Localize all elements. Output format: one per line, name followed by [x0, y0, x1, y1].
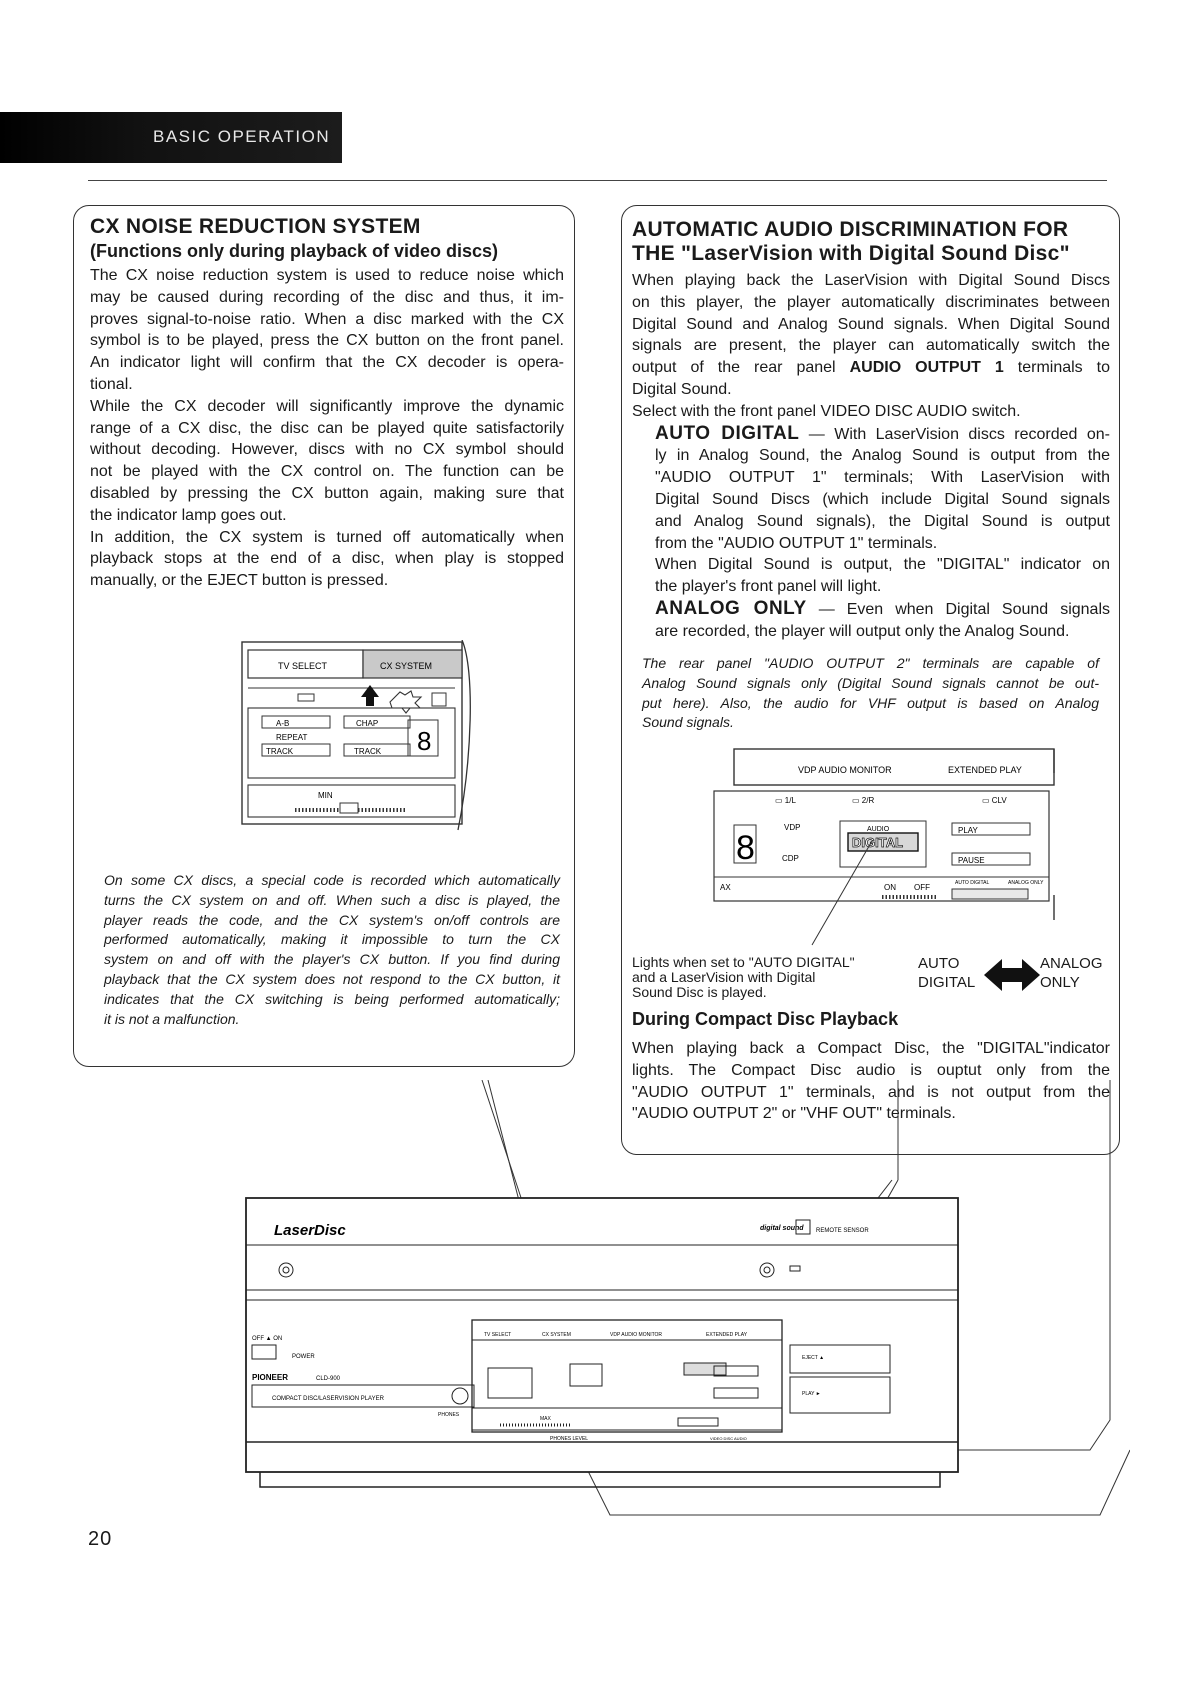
select-line: Select with the front panel VIDEO DISC AUDIO switch.	[632, 402, 1021, 420]
svg-text:8: 8	[736, 829, 755, 867]
digital-caption: Lights when set to "AUTO DIGITAL" and a LaserVision with Digital Sound Disc is played.	[632, 954, 855, 1000]
text-line: tional.	[90, 375, 133, 393]
text-line: ly in Analog Sound, the Analog Sound is output from the	[655, 447, 1110, 465]
text-line: playback stops at the end of a disc, when play is stopped	[90, 550, 564, 568]
digital-indicator: DIGITAL	[852, 835, 904, 850]
svg-text:EXTENDED PLAY: EXTENDED PLAY	[948, 765, 1022, 775]
text-line: may be caused during recording of the disc and thus, it im-	[90, 288, 564, 306]
text-line: When playing back a Compact Disc, the "DIGITAL"indicator	[632, 1040, 1110, 1057]
text-line: it is not a malfunction.	[104, 1010, 240, 1027]
text-line: the player's front panel will light.	[655, 578, 882, 596]
svg-text:TRACK: TRACK	[354, 747, 382, 756]
section-header	[0, 112, 342, 163]
burst-icon	[390, 691, 421, 713]
text-line: While the CX decoder will significantly improve the dynamic	[90, 397, 564, 415]
svg-text:OFF ▲ ON: OFF ▲ ON	[252, 1336, 283, 1342]
text-line: In addition, the CX system is turned off automatically when	[90, 528, 564, 546]
svg-text:COMPACT DISC/LASERVISION PLAYE: COMPACT DISC/LASERVISION PLAYER	[272, 1396, 384, 1402]
svg-text:REPEAT: REPEAT	[276, 733, 308, 742]
text-line: and Analog Sound signals), the Digital Sound is output	[655, 512, 1110, 530]
text-line: Sound signals.	[642, 714, 734, 731]
laserdisc-logo: LaserDisc	[274, 1222, 346, 1239]
svg-text:TRACK: TRACK	[266, 747, 294, 756]
svg-text:VDP: VDP	[784, 823, 801, 832]
audio-description: When playing back the LaserVision with Digital Sound Discs on this player, the player automatically discriminates between Digital Sound and Analog Sound signals. When Digital Sound signals are present, the player can automatically switch the output of the rear panel AUDIO OUTPUT 1 terminals to Digital Sound. Select with the front panel VIDEO DISC AUDIO switch. AUTO DIGITAL — With LaserVision discs recorded on- ly in Analog Sound, the Analog Sound is output from the "AUDIO OUTPUT 1" terminals; With LaserVision with Digital Sound Discs (which include Digital Sound signals and Analog Sound signals), the Digital Sound is output from the "AUDIO OUTPUT 1" terminals. When Digital Sound is output, the "DIGITAL" indicator on the player's front panel will light. ANALOG ONLY — Even when Digital Sound signals are recorded, the player will output only the Analog Sound.	[632, 270, 1110, 643]
svg-text:AX: AX	[720, 883, 731, 892]
section-header-label: BASIC OPERATION	[153, 127, 331, 146]
text-line: manually, or the EJECT button is pressed.	[90, 572, 389, 590]
text-line: put here). Also, the audio for VHF output is based on Analog	[642, 694, 1099, 711]
svg-text:PHONES: PHONES	[438, 1412, 460, 1418]
text-line: performed automatically, making it impossible to turn the CX	[104, 931, 560, 948]
pioneer-logo: PIONEER	[252, 1373, 289, 1382]
text-line: without decoding. However, discs with no CX symbol should	[90, 441, 564, 459]
svg-text:CX SYSTEM: CX SYSTEM	[542, 1332, 571, 1338]
text-line: not be played with the CX control on. The function can be	[90, 463, 564, 481]
svg-text:MAX: MAX	[540, 1416, 551, 1422]
svg-text:POWER: POWER	[292, 1354, 315, 1360]
audio-panel-diagram	[712, 745, 1062, 950]
text-line: On some CX discs, a special code is recorded which automatically	[104, 872, 560, 888]
analog-only-term: ANALOG ONLY	[655, 597, 807, 619]
audio-title-line2: THE "LaserVision with Digital Sound Disc"	[632, 242, 1070, 265]
svg-text:8: 8	[417, 726, 432, 756]
svg-text:▭ 1/L: ▭ 1/L	[775, 796, 796, 805]
cx-note	[104, 871, 560, 1029]
text-line: "AUDIO OUTPUT 1" terminals; With LaserVision with	[655, 469, 1110, 487]
svg-text:PAUSE: PAUSE	[958, 856, 985, 865]
auto-digital-section: AUTO DIGITAL — With LaserVision discs recorded on- ly in Analog Sound, the Analog Sound is output from the "AUDIO OUTPUT 1" terminals; With LaserVision with Digital Sound Discs (which include Digital Sound signals and Analog Sound signals), the Digital Sound is output from the "AUDIO OUTPUT 1" terminals. When Digital Sound is output, the "DIGITAL" indicator on the player's front panel will light. ANALOG ONLY — Even when Digital Sound signals are recorded, the player will output only the Analog Sound.	[655, 422, 1111, 640]
svg-text:AUTO DIGITAL: AUTO DIGITAL	[955, 880, 990, 886]
text-line: The rear panel "AUDIO OUTPUT 2" terminals are capable of	[642, 655, 1099, 671]
auto-digital-term: AUTO DIGITAL	[655, 422, 800, 444]
diagram-cx-system: CX SYSTEM	[380, 661, 433, 671]
cx-panel-diagram	[240, 640, 480, 835]
svg-text:VDP AUDIO MONITOR: VDP AUDIO MONITOR	[798, 765, 892, 775]
cx-subtitle: (Functions only during playback of video discs)	[90, 241, 499, 261]
cx-title: CX NOISE REDUCTION SYSTEM	[90, 215, 421, 238]
svg-text:PLAY: PLAY	[958, 826, 978, 835]
text-line: Analog Sound signals only (Digital Sound signals cannot be out-	[642, 674, 1099, 691]
svg-text:PHONES LEVEL: PHONES LEVEL	[550, 1436, 589, 1442]
text-line: "AUDIO OUTPUT 2" or "VHF OUT" terminals.	[632, 1105, 956, 1123]
header-rule	[88, 180, 1107, 181]
text-line: symbol is to be played, press the CX button on the front panel.	[90, 332, 564, 350]
svg-text:ON: ON	[884, 883, 896, 892]
svg-text:OFF: OFF	[914, 883, 930, 892]
text-line: playback that the CX system does not respond to the CX button, it	[104, 970, 560, 987]
audio-title-line1: AUTOMATIC AUDIO DISCRIMINATION FOR	[632, 218, 1069, 241]
page-number: 20	[88, 1528, 113, 1550]
audio-note	[642, 654, 1099, 733]
svg-text:AUDIO: AUDIO	[867, 826, 890, 833]
text-line: the indicator lamp goes out.	[90, 506, 287, 524]
text-line: signals are present, the player can automatically switch the	[632, 337, 1110, 355]
cd-playback-title: During Compact Disc Playback	[632, 1009, 899, 1029]
svg-text:MIN: MIN	[318, 791, 333, 800]
svg-text:▭ CLV: ▭ CLV	[982, 796, 1007, 805]
cx-description	[90, 265, 564, 592]
svg-text:CHAP: CHAP	[356, 719, 379, 728]
svg-text:PLAY ►: PLAY ►	[802, 1391, 821, 1397]
text-line: disabled by pressing the CX button again, making sure that	[90, 484, 564, 502]
svg-text:▭ 2/R: ▭ 2/R	[852, 796, 875, 805]
text-line: Digital Sound Discs (which include Digital Sound signals	[655, 490, 1110, 508]
analog-only-label: ANALOG ONLY	[1040, 955, 1103, 991]
svg-text:VIDEO DISC AUDIO: VIDEO DISC AUDIO	[710, 1436, 747, 1441]
text-line: player reads the code, and the CX system's on/off controls are	[104, 911, 560, 928]
svg-text:EJECT ▲: EJECT ▲	[802, 1355, 825, 1361]
svg-text:A-B: A-B	[276, 719, 290, 728]
text-line: When playing back the LaserVision with Digital Sound Discs	[632, 272, 1110, 289]
text-line: An indicator light will confirm that the CX decoder is opera-	[90, 354, 564, 372]
text-line: When Digital Sound is output, the "DIGITAL" indicator on	[655, 556, 1110, 574]
svg-text:ANALOG ONLY: ANALOG ONLY	[1008, 880, 1044, 886]
svg-text:digital sound: digital sound	[760, 1225, 804, 1232]
auto-digital-label: AUTO DIGITAL	[918, 955, 976, 991]
svg-text:REMOTE SENSOR: REMOTE SENSOR	[816, 1228, 869, 1234]
text-line: lights. The Compact Disc audio is ouptut only from the	[632, 1061, 1110, 1079]
player-front-illustration	[230, 1080, 1130, 1530]
svg-text:VDP AUDIO MONITOR: VDP AUDIO MONITOR	[610, 1332, 663, 1338]
text-line: Digital Sound and Analog Sound signals. When Digital Sound	[632, 315, 1110, 333]
text-line: indicates that the CX switching is being performed automatically;	[104, 990, 560, 1007]
svg-text:EXTENDED PLAY: EXTENDED PLAY	[706, 1332, 748, 1338]
text-line: turns the CX system on and off. When such a disc is played, the	[104, 891, 560, 908]
text-line: range of a CX disc, the disc can be played quite satisfactorily	[90, 419, 564, 437]
text-line: "AUDIO OUTPUT 1" terminals, and is not output from the	[632, 1083, 1110, 1101]
svg-text:CLD-900: CLD-900	[316, 1376, 341, 1382]
text-line: The CX noise reduction system is used to reduce noise which	[90, 267, 564, 284]
diagram-tv-select: TV SELECT	[278, 661, 328, 671]
text-line: from the "AUDIO OUTPUT 1" terminals.	[655, 534, 938, 552]
svg-text:TV SELECT: TV SELECT	[484, 1332, 512, 1338]
svg-text:CDP: CDP	[782, 854, 799, 863]
text-line: proves signal-to-noise ratio. When a disc marked with the CX	[90, 310, 564, 328]
switch-arrow-icon	[982, 955, 1042, 995]
text-line: system on and off with the player's CX button. If you find during	[104, 951, 560, 968]
text-line: on this player, the player automatically discriminates between	[632, 293, 1110, 311]
